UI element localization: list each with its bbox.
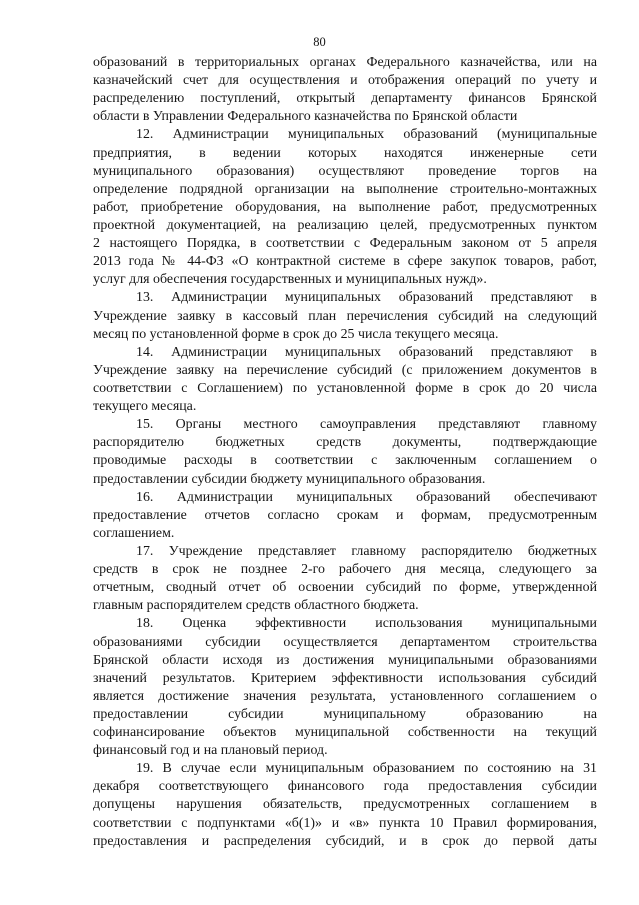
text-line: соответствии с подпунктами «б(1)» и «в» пункта 10 Правил формирования, [93,815,597,831]
text-line: 19. В случае если муниципальным образованием по состоянию на 31 [136,761,597,777]
text-line: проводимые расходы в соответствии с заключенным соглашением о [93,453,597,469]
text-line: является достижение значения результата, установленного соглашением о [93,688,597,704]
text-line: 15. Органы местного самоуправления представляют главному [136,417,597,433]
text-line: предоставлении субсидии бюджету муниципального образования. [93,471,486,487]
text-line: распорядителю бюджетных средств документы, подтверждающие [93,435,597,451]
text-line: Учреждение заявку в кассовый план перечисления субсидий на следующий [93,308,597,324]
text-line: предоставление отчетов согласно срокам и формам, предусмотренным [93,507,597,523]
text-line: 14. Администрации муниципальных образований представляют в [136,344,597,360]
text-line: проектной документацией, на реализацию целей, предусмотренных пунктом [93,217,597,233]
text-line: услуг для обеспечения государственных и муниципальных нужд». [93,272,487,288]
text-line: определение подрядной организации на выполнение строительно-монтажных [93,181,597,197]
text-line: главным распорядителем средств областного бюджета. [93,598,419,614]
text-line: 17. Учреждение представляет главному распорядителю бюджетных [136,543,597,559]
text-line: средств в срок не позднее 2-го рабочего дня месяца, следующего за [93,562,597,578]
text-line: предоставления и распределения субсидий, и в срок до первой даты [93,833,597,849]
text-line: муниципального образования) осуществляют проведение торгов на [93,163,597,179]
text-line: 16. Администрации муниципальных образований обеспечивают [136,489,597,505]
text-line: отчетным, сводный отчет об освоении субсидий по форме, утвержденной [93,580,597,596]
page-number: 80 [313,35,326,49]
document-body [93,54,597,851]
text-line: значений результатов. Критерием эффективности использования субсидий [93,670,597,686]
text-line: Учреждение заявку на перечисление субсидий (с приложением документов в [93,362,597,378]
text-line: софинансирование объектов муниципальной собственности на текущий [93,725,597,741]
text-line: 18. Оценка эффективности использования муниципальными [136,616,597,632]
text-line: 13. Администрации муниципальных образований представляют в [136,290,597,306]
text-line: образованиями субсидии осуществляется департаментом строительства [93,634,597,650]
text-line: распределению поступлений, открытый департаменту финансов Брянской [93,91,597,107]
text-line: соглашением. [93,525,175,541]
text-line: Брянской области исходя из достижения муниципальными образованиями [93,652,597,668]
text-line: 2013 года № 44-ФЗ «О контрактной системе в сфере закупок товаров, работ, [93,254,597,270]
text-line: работ, приобретение оборудования, на выполнение работ, предусмотренных [93,199,597,215]
text-line: допущены нарушения обязательств, предусмотренных соглашением в [93,797,597,813]
text-line: соответствии с Соглашением) по установленной форме в срок до 20 числа [93,380,597,396]
text-line: декабря соответствующего финансового года предоставления субсидии [93,779,597,795]
text-line: месяц по установленной форме в срок до 25 числа текущего месяца. [93,326,499,342]
text-line: предоставлении субсидии муниципальному образованию на [93,706,597,722]
text-line: образований в территориальных органах Федерального казначейства, или на [93,55,597,70]
text-line: области в Управлении Федерального казначейства по Брянской области [93,109,518,125]
text-line: 2 настоящего Порядка, в соответствии с Федеральным законом от 5 апреля [93,236,597,252]
text-line: предприятия, в ведении которых находятся инженерные сети [93,145,597,161]
text-line: казначейский счет для осуществления и отображения операций по учету и [93,73,597,89]
text-line: текущего месяца. [93,399,197,415]
text-line: финансовый год и на плановый период. [93,743,328,759]
text-line: 12. Администрации муниципальных образований (муниципальные [136,127,597,143]
